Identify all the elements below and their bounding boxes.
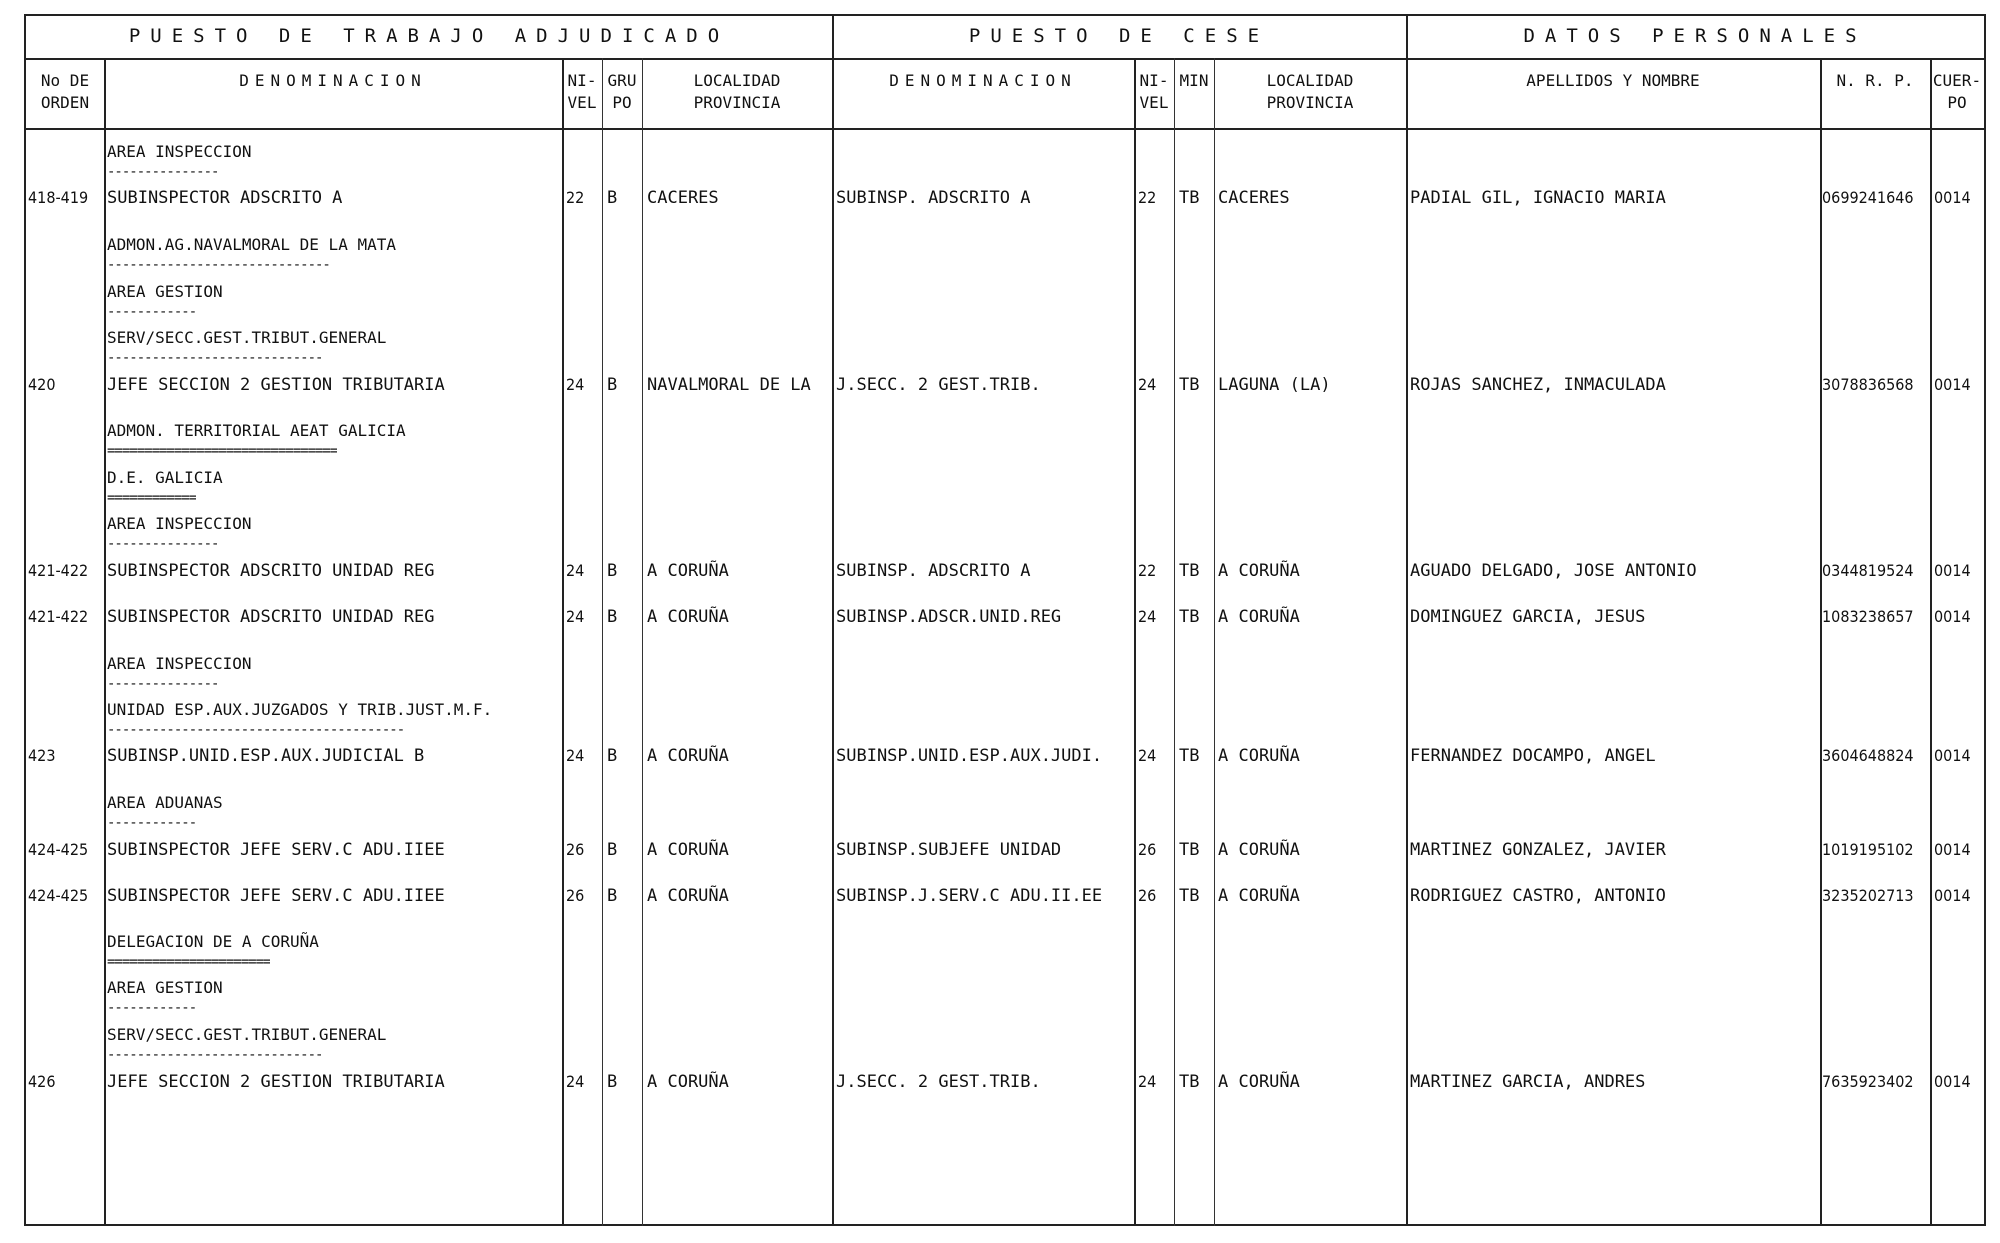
cell-cese-localidad: A CORUÑA (1218, 607, 1300, 627)
section-divider (1406, 14, 1408, 1226)
cell-cese-localidad: A CORUÑA (1218, 840, 1300, 860)
cell-nombre: AGUADO DELGADO, JOSE ANTONIO (1410, 561, 1697, 581)
group-heading: AREA INSPECCION (107, 654, 252, 673)
heading-underline: ------------------------------ (107, 260, 330, 270)
col-header-cese-localidad: LOCALIDAD PROVINCIA (1266, 71, 1354, 112)
col-header-min: MIN (1179, 71, 1209, 90)
cell-cuerpo: 0014 (1934, 561, 1971, 580)
column-divider (1820, 58, 1822, 1226)
cell-cese-nivel: 22 (1138, 188, 1157, 207)
cell-nivel: 26 (566, 886, 585, 905)
group-heading: UNIDAD ESP.AUX.JUZGADOS Y TRIB.JUST.M.F. (107, 700, 493, 719)
cell-orden: 421-422 (28, 607, 89, 626)
column-divider (642, 58, 643, 1226)
cell-orden: 426 (28, 1072, 56, 1091)
cell-nrp: 1083238657 (1822, 607, 1914, 626)
cell-cuerpo: 0014 (1934, 188, 1971, 207)
section-puesto-cese: PUESTO DE CESE (968, 25, 1270, 47)
heading-underline: ----------------------------- (107, 353, 323, 363)
cell-nivel: 26 (566, 840, 585, 859)
cell-nombre: DOMINGUEZ GARCIA, JESUS (1410, 607, 1646, 627)
group-heading: ADMON. TERRITORIAL AEAT GALICIA (107, 421, 406, 440)
cell-cese-denominacion: SUBINSP.J.SERV.C ADU.II.EE (836, 886, 1103, 906)
group-heading: AREA INSPECCION (107, 142, 252, 161)
col-header-cuerpo: CUER- PO (1932, 71, 1982, 112)
cell-nombre: MARTINEZ GONZALEZ, JAVIER (1410, 840, 1666, 860)
cell-grupo: B (607, 886, 618, 906)
cell-orden: 424-425 (28, 886, 89, 905)
column-divider (1134, 58, 1136, 1226)
cell-denominacion: SUBINSPECTOR ADSCRITO UNIDAD REG (107, 607, 435, 627)
cell-nrp: 1019195102 (1822, 840, 1914, 859)
cell-cese-denominacion: SUBINSP.SUBJEFE UNIDAD (836, 840, 1062, 860)
cell-nrp: 3235202713 (1822, 886, 1914, 905)
cell-orden: 420 (28, 375, 56, 394)
heading-underline: =============================== (107, 446, 338, 456)
column-header-divider (24, 128, 1986, 130)
column-divider (1930, 58, 1932, 1226)
cell-grupo: B (607, 375, 618, 395)
cell-cese-denominacion: J.SECC. 2 GEST.TRIB. (836, 1072, 1041, 1092)
group-heading: DELEGACION DE A CORUÑA (107, 932, 319, 951)
cell-cese-localidad: A CORUÑA (1218, 561, 1300, 581)
cell-cese-nivel: 24 (1138, 607, 1157, 626)
cell-denominacion: SUBINSPECTOR ADSCRITO A (107, 188, 343, 208)
cell-cese-nivel: 26 (1138, 840, 1157, 859)
col-header-cese-denominacion: DENOMINACION (889, 71, 1077, 90)
col-header-grupo: GRU PO (607, 71, 637, 112)
group-heading: SERV/SECC.GEST.TRIBUT.GENERAL (107, 1025, 387, 1044)
cell-orden: 421-422 (28, 561, 89, 580)
cell-nrp: 3078836568 (1822, 375, 1914, 394)
cell-localidad: A CORUÑA (647, 1072, 729, 1092)
cell-denominacion: JEFE SECCION 2 GESTION TRIBUTARIA (107, 375, 445, 395)
cell-nivel: 24 (566, 746, 585, 765)
cell-cese-nivel: 24 (1138, 1072, 1157, 1091)
cell-min: TB (1179, 561, 1200, 581)
cell-min: TB (1179, 840, 1200, 860)
cell-grupo: B (607, 607, 618, 627)
cell-localidad: CACERES (647, 188, 719, 208)
group-heading: SERV/SECC.GEST.TRIBUT.GENERAL (107, 328, 387, 347)
cell-min: TB (1179, 607, 1200, 627)
cell-cese-denominacion: SUBINSP.UNID.ESP.AUX.JUDI. (836, 746, 1103, 766)
group-heading: AREA ADUANAS (107, 793, 223, 812)
cell-denominacion: JEFE SECCION 2 GESTION TRIBUTARIA (107, 1072, 445, 1092)
cell-localidad: A CORUÑA (647, 746, 729, 766)
cell-grupo: B (607, 746, 618, 766)
cell-nivel: 24 (566, 1072, 585, 1091)
cell-nrp: 0344819524 (1822, 561, 1914, 580)
cell-cuerpo: 0014 (1934, 1072, 1971, 1091)
cell-localidad: A CORUÑA (647, 840, 729, 860)
column-divider (562, 58, 564, 1226)
column-divider (1214, 58, 1215, 1226)
cell-localidad: A CORUÑA (647, 561, 729, 581)
cell-denominacion: SUBINSPECTOR JEFE SERV.C ADU.IIEE (107, 840, 445, 860)
group-heading: ADMON.AG.NAVALMORAL DE LA MATA (107, 235, 396, 254)
cell-nrp: 7635923402 (1822, 1072, 1914, 1091)
cell-cese-localidad: A CORUÑA (1218, 1072, 1300, 1092)
group-heading: AREA GESTION (107, 978, 223, 997)
cell-min: TB (1179, 188, 1200, 208)
cell-cese-localidad: A CORUÑA (1218, 746, 1300, 766)
cell-grupo: B (607, 840, 618, 860)
cell-cuerpo: 0014 (1934, 375, 1971, 394)
cell-min: TB (1179, 375, 1200, 395)
section-puesto-adjudicado: PUESTO DE TRABAJO ADJUDICADO (128, 25, 730, 47)
cell-nivel: 24 (566, 607, 585, 626)
heading-underline: ----------------------------- (107, 1050, 323, 1060)
cell-nombre: FERNANDEZ DOCAMPO, ANGEL (1410, 746, 1656, 766)
cell-nombre: ROJAS SANCHEZ, INMACULADA (1410, 375, 1666, 395)
section-divider (832, 14, 834, 1226)
column-divider (602, 58, 603, 1226)
cell-min: TB (1179, 746, 1200, 766)
cell-cese-nivel: 24 (1138, 746, 1157, 765)
group-heading: AREA GESTION (107, 282, 223, 301)
cell-orden: 423 (28, 746, 56, 765)
cell-min: TB (1179, 1072, 1200, 1092)
cell-cuerpo: 0014 (1934, 886, 1971, 905)
heading-underline: ============ (107, 493, 197, 503)
cell-cese-nivel: 22 (1138, 561, 1157, 580)
cell-cuerpo: 0014 (1934, 840, 1971, 859)
cell-cese-denominacion: SUBINSP. ADSCRITO A (836, 561, 1031, 581)
cell-min: TB (1179, 886, 1200, 906)
cell-localidad: A CORUÑA (647, 607, 729, 627)
heading-underline: ====================== (107, 957, 271, 967)
cell-cese-nivel: 24 (1138, 375, 1157, 394)
heading-underline: ------------ (107, 1003, 197, 1013)
heading-underline: ---------------------------------------- (107, 725, 405, 735)
col-header-orden: No DE ORDEN (40, 71, 90, 112)
cell-cese-localidad: CACERES (1218, 188, 1290, 208)
cell-denominacion: SUBINSP.UNID.ESP.AUX.JUDICIAL B (107, 746, 425, 766)
col-header-localidad: LOCALIDAD PROVINCIA (693, 71, 781, 112)
cell-nombre: MARTINEZ GARCIA, ANDRES (1410, 1072, 1646, 1092)
cell-orden: 418-419 (28, 188, 89, 207)
cell-denominacion: SUBINSPECTOR ADSCRITO UNIDAD REG (107, 561, 435, 581)
cell-nivel: 24 (566, 375, 585, 394)
group-heading: D.E. GALICIA (107, 468, 223, 487)
section-datos-personales: DATOS PERSONALES (1523, 25, 1867, 47)
cell-orden: 424-425 (28, 840, 89, 859)
cell-grupo: B (607, 561, 618, 581)
col-header-nivel: NI- VEL (567, 71, 597, 112)
cell-grupo: B (607, 188, 618, 208)
header-divider (24, 58, 1986, 60)
cell-localidad: A CORUÑA (647, 886, 729, 906)
heading-underline: ------------ (107, 818, 197, 828)
cell-cese-denominacion: J.SECC. 2 GEST.TRIB. (836, 375, 1041, 395)
cell-cuerpo: 0014 (1934, 607, 1971, 626)
heading-underline: --------------- (107, 167, 219, 177)
heading-underline: ------------ (107, 307, 197, 317)
cell-grupo: B (607, 1072, 618, 1092)
cell-nrp: 3604648824 (1822, 746, 1914, 765)
cell-nrp: 0699241646 (1822, 188, 1914, 207)
col-header-nrp: N. R. P. (1836, 71, 1914, 90)
cell-nivel: 22 (566, 188, 585, 207)
cell-localidad: NAVALMORAL DE LA (647, 375, 811, 395)
cell-nivel: 24 (566, 561, 585, 580)
cell-cuerpo: 0014 (1934, 746, 1971, 765)
cell-cese-nivel: 26 (1138, 886, 1157, 905)
column-divider (1174, 58, 1175, 1226)
cell-cese-denominacion: SUBINSP.ADSCR.UNID.REG (836, 607, 1062, 627)
cell-cese-denominacion: SUBINSP. ADSCRITO A (836, 188, 1031, 208)
heading-underline: --------------- (107, 679, 219, 689)
col-header-nombre: APELLIDOS Y NOMBRE (1526, 71, 1700, 90)
cell-denominacion: SUBINSPECTOR JEFE SERV.C ADU.IIEE (107, 886, 445, 906)
col-header-cese-nivel: NI- VEL (1139, 71, 1169, 112)
cell-nombre: RODRIGUEZ CASTRO, ANTONIO (1410, 886, 1666, 906)
col-header-denominacion: DENOMINACION (239, 71, 427, 90)
cell-cese-localidad: LAGUNA (LA) (1218, 375, 1331, 395)
cell-cese-localidad: A CORUÑA (1218, 886, 1300, 906)
cell-nombre: PADIAL GIL, IGNACIO MARIA (1410, 188, 1666, 208)
heading-underline: --------------- (107, 539, 219, 549)
group-heading: AREA INSPECCION (107, 514, 252, 533)
column-divider (104, 58, 106, 1226)
